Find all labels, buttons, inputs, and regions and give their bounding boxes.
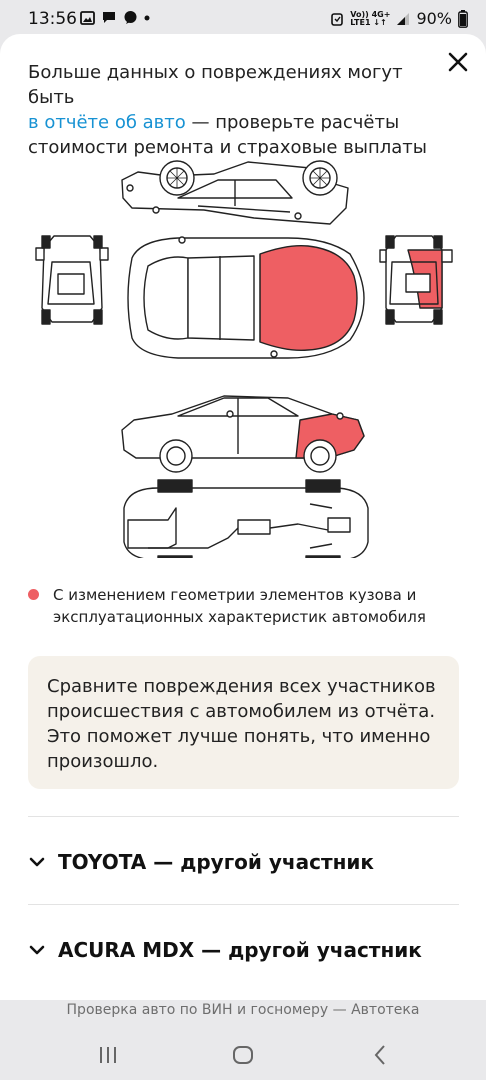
car-damage-diagram xyxy=(28,158,460,558)
chevron-down-icon xyxy=(28,941,46,959)
home-icon[interactable] xyxy=(228,1040,258,1070)
damage-sheet xyxy=(0,34,486,1000)
status-bar xyxy=(0,0,486,38)
notification-icons xyxy=(80,10,150,25)
participant-title: ACURA MDX — другой участник xyxy=(58,938,422,962)
alarm-icon xyxy=(330,11,344,27)
navigation-bar xyxy=(0,1030,486,1080)
participant-title: TOYOTA — другой участник xyxy=(58,850,374,874)
intro-rest: — проверьте расчёты стоимости ремонта и страховые выплаты xyxy=(28,112,427,158)
network-bottom: LTE1 ↓↑ xyxy=(350,17,387,27)
dot-icon xyxy=(144,15,150,21)
participant-acura-toggle[interactable] xyxy=(28,926,459,974)
network-indicator xyxy=(350,11,390,27)
car-top-view xyxy=(128,237,364,358)
legend-text: С изменением геометрии элементов кузова и эксплуатационных характеристик автомобиля xyxy=(53,586,426,626)
signal-icon xyxy=(396,12,410,26)
compare-note xyxy=(28,656,459,789)
divider xyxy=(28,816,459,817)
back-icon[interactable] xyxy=(366,1040,396,1070)
participant-toyota-toggle[interactable] xyxy=(28,838,459,886)
note-text: Сравните повреждения всех участников происшествия с автомобилем из отчёта. Это поможет лучше понять, что именно произошло. xyxy=(47,676,436,772)
legend-marker xyxy=(28,589,39,600)
battery-icon xyxy=(458,10,468,28)
messenger-icon xyxy=(123,10,138,25)
car-front-view xyxy=(36,236,108,324)
car-rear-view xyxy=(380,236,452,324)
car-underbody-view xyxy=(124,480,368,558)
recent-apps-icon[interactable] xyxy=(93,1040,123,1070)
intro-line1: Больше данных о повреждениях могут быть xyxy=(28,62,403,108)
car-right-side-view xyxy=(122,396,364,472)
battery-percent: 90% xyxy=(416,9,452,28)
report-link[interactable]: в отчёте об авто xyxy=(28,112,186,133)
intro-text xyxy=(28,60,428,160)
close-icon[interactable] xyxy=(444,48,472,76)
legend xyxy=(28,584,448,628)
car-left-side-view xyxy=(122,161,348,224)
network-top: Vo)) 4G+ xyxy=(350,9,391,19)
page-caption: Проверка авто по ВИН и госномеру — Автотека xyxy=(66,1002,420,1018)
status-time: 13:56 xyxy=(28,9,77,29)
chevron-down-icon xyxy=(28,853,46,871)
chat-icon xyxy=(101,10,117,25)
divider xyxy=(28,904,459,905)
system-icons xyxy=(330,9,468,28)
gallery-icon xyxy=(80,11,95,25)
